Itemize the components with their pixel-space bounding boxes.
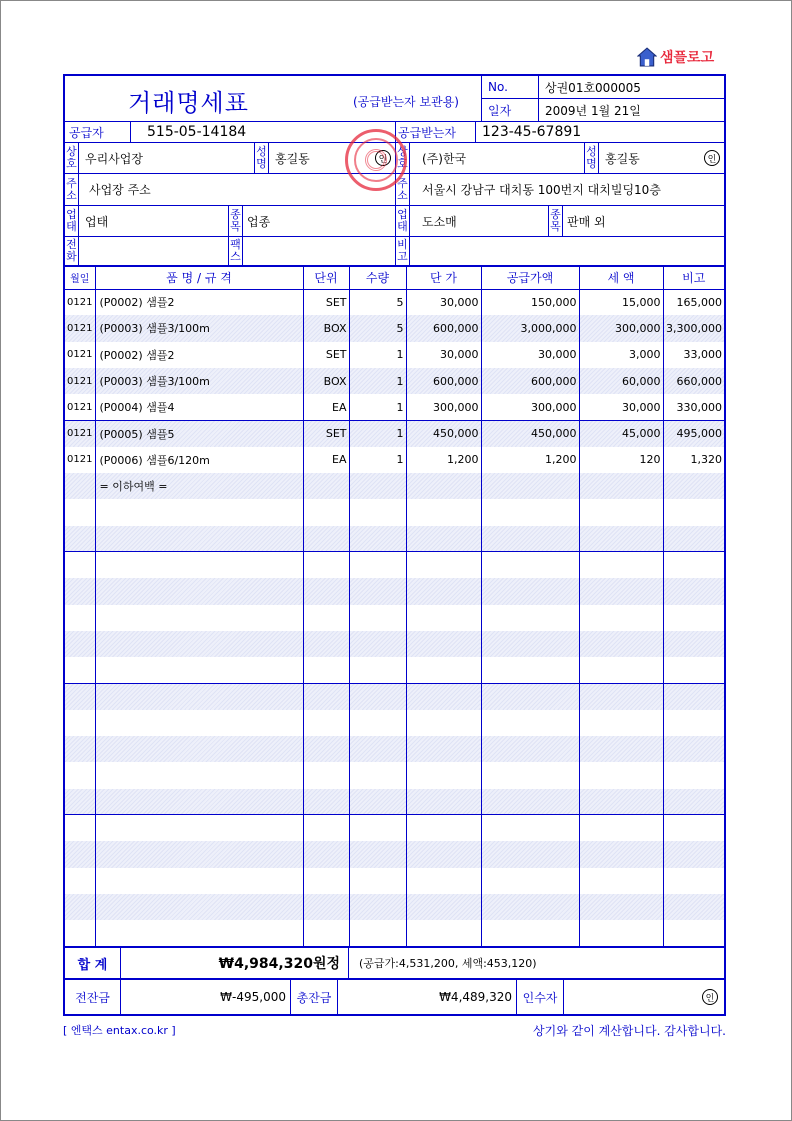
cell-tax xyxy=(579,868,663,894)
cell-price xyxy=(406,762,481,788)
cell-unit xyxy=(303,841,349,867)
cell-amount xyxy=(481,683,579,709)
cell-note: 165,000 xyxy=(676,295,722,309)
cell-qty xyxy=(349,631,406,657)
table-row xyxy=(65,447,724,473)
cell-tax xyxy=(579,762,663,788)
cell-tax xyxy=(579,710,663,736)
cell-date xyxy=(65,552,95,578)
cell-price xyxy=(406,499,481,525)
cell-amount xyxy=(481,736,579,762)
total-balance-label: 총잔금 xyxy=(291,980,338,1014)
cell-unit xyxy=(303,526,349,552)
cell-item xyxy=(95,552,303,578)
cell-tax: 60,000 xyxy=(579,368,663,394)
cell-tax xyxy=(579,578,663,604)
house-logo-icon xyxy=(637,47,657,67)
cell-date xyxy=(65,473,95,499)
cell-qty xyxy=(349,526,406,552)
cell-date xyxy=(65,605,95,631)
page-title: 거래명세표 xyxy=(128,89,249,117)
cell-item xyxy=(95,920,303,946)
cell-qty xyxy=(349,894,406,920)
blank-row xyxy=(65,499,724,525)
table-row xyxy=(65,342,724,368)
cell-amount xyxy=(481,605,579,631)
col-qty-header: 수량 xyxy=(349,267,406,289)
cell-unit xyxy=(303,710,349,736)
cell-qty xyxy=(349,657,406,683)
sum-detail: (공급가:4,531,200, 세액:453,120) xyxy=(359,957,537,971)
cell-item: (P0005) 샘플5 xyxy=(95,420,303,446)
blank-row xyxy=(65,920,724,946)
cell-unit xyxy=(303,499,349,525)
cell-tax xyxy=(579,552,663,578)
receiver-note xyxy=(410,237,724,265)
cell-amount xyxy=(481,526,579,552)
cell-note xyxy=(663,526,724,552)
cell-qty xyxy=(349,683,406,709)
prev-balance: ₩-495,000 xyxy=(121,980,291,1014)
cell-amount xyxy=(481,868,579,894)
supplier-phone xyxy=(79,237,229,265)
cell-item xyxy=(95,631,303,657)
supplier-fax xyxy=(243,237,396,265)
supplier-reg-no: 515-05-14184 xyxy=(131,122,396,142)
items-table xyxy=(65,267,724,946)
cell-qty: 1 xyxy=(349,368,406,394)
cell-date: 0121 xyxy=(65,289,95,315)
blank-row xyxy=(65,578,724,604)
receiver-address: 서울시 강남구 대치동 100번지 대치빌딩10층 xyxy=(422,183,661,197)
statement-sheet xyxy=(63,74,726,1016)
cell-unit xyxy=(303,552,349,578)
cell-tax: 15,000 xyxy=(579,289,663,315)
cell-price: 1,200 xyxy=(406,447,481,473)
cell-price: 300,000 xyxy=(406,394,481,420)
table-row xyxy=(65,368,724,394)
cell-date: 0121 xyxy=(65,315,95,341)
cell-note xyxy=(663,657,724,683)
cell-price xyxy=(406,631,481,657)
cell-item xyxy=(95,762,303,788)
cell-date xyxy=(65,920,95,946)
blank-row xyxy=(65,762,724,788)
cell-amount xyxy=(481,499,579,525)
cell-price xyxy=(406,526,481,552)
cell-tax: 3,000 xyxy=(579,342,663,368)
cell-tax: 300,000 xyxy=(579,315,663,341)
cell-date xyxy=(65,894,95,920)
cell-amount: 150,000 xyxy=(481,289,579,315)
cell-qty: 5 xyxy=(349,315,406,341)
cell-price xyxy=(406,789,481,815)
cell-unit xyxy=(303,920,349,946)
supplier-company: 우리사업장 xyxy=(79,143,255,173)
cell-note xyxy=(663,631,724,657)
cell-item xyxy=(95,789,303,815)
supplier-company-label: 상호 xyxy=(65,143,79,173)
cell-date xyxy=(65,789,95,815)
cell-qty xyxy=(349,789,406,815)
cell-item xyxy=(95,657,303,683)
cell-qty xyxy=(349,499,406,525)
table-row xyxy=(65,473,724,499)
doc-meta xyxy=(482,76,724,121)
cell-unit: SET xyxy=(303,289,349,315)
cell-unit: BOX xyxy=(303,368,349,394)
footer-thanks: 상기와 같이 계산합니다. 감사합니다. xyxy=(533,1024,726,1038)
cell-item xyxy=(95,841,303,867)
supplier-item-label: 종목 xyxy=(229,206,243,236)
cell-price xyxy=(406,841,481,867)
cell-note xyxy=(663,473,724,499)
cell-qty xyxy=(349,841,406,867)
receiver-address-label: 주소 xyxy=(396,174,410,205)
cell-unit xyxy=(303,762,349,788)
receiver-name: 홍길동 xyxy=(605,151,640,166)
cell-note xyxy=(663,868,724,894)
cell-note xyxy=(663,499,724,525)
supplier-label: 공급자 xyxy=(65,122,131,142)
cell-note: 330,000 xyxy=(676,400,722,414)
cell-note xyxy=(663,578,724,604)
doc-date: 2009년 1월 21일 xyxy=(545,103,641,118)
receiver-note-label: 비고 xyxy=(396,237,410,265)
cell-date xyxy=(65,526,95,552)
title-area xyxy=(65,76,482,121)
supplier-item: 업종 xyxy=(243,206,396,236)
supplier-seal-mark: 인 xyxy=(375,150,391,166)
brand-name: 샘플로고 xyxy=(660,50,715,66)
cell-price: 30,000 xyxy=(406,342,481,368)
cell-tax xyxy=(579,499,663,525)
cell-unit xyxy=(303,789,349,815)
receiver-label: 공급받는자 xyxy=(396,122,476,142)
cell-qty xyxy=(349,868,406,894)
receiver-name-label: 성명 xyxy=(585,143,599,173)
cell-tax xyxy=(579,631,663,657)
cell-item: = 이하여백 = xyxy=(95,473,303,499)
cell-note xyxy=(663,710,724,736)
cell-price xyxy=(406,657,481,683)
cell-item xyxy=(95,868,303,894)
cell-amount xyxy=(481,762,579,788)
cell-price xyxy=(406,920,481,946)
receiver-sign-mark: 인 xyxy=(702,989,718,1005)
cell-amount: 450,000 xyxy=(481,420,579,446)
cell-unit xyxy=(303,736,349,762)
cell-amount: 600,000 xyxy=(481,368,579,394)
cell-date: 0121 xyxy=(65,447,95,473)
cell-note xyxy=(663,683,724,709)
cell-amount xyxy=(481,894,579,920)
blank-row xyxy=(65,683,724,709)
sum-value: ₩4,984,320원정 xyxy=(121,948,349,978)
cell-tax xyxy=(579,894,663,920)
cell-unit: BOX xyxy=(303,315,349,341)
cell-date xyxy=(65,868,95,894)
cell-amount xyxy=(481,473,579,499)
cell-price xyxy=(406,473,481,499)
cell-qty xyxy=(349,815,406,841)
cell-amount xyxy=(481,657,579,683)
cell-note xyxy=(663,762,724,788)
cell-note xyxy=(663,894,724,920)
cell-amount xyxy=(481,789,579,815)
cell-tax xyxy=(579,815,663,841)
cell-note: 1,320 xyxy=(690,453,722,467)
cell-note xyxy=(663,815,724,841)
cell-amount xyxy=(481,815,579,841)
cell-price: 450,000 xyxy=(406,420,481,446)
cell-unit xyxy=(303,815,349,841)
cell-qty: 5 xyxy=(349,289,406,315)
cell-tax xyxy=(579,657,663,683)
cell-date xyxy=(65,736,95,762)
cell-date: 0121 xyxy=(65,394,95,420)
col-price-header: 단 가 xyxy=(406,267,481,289)
cell-unit xyxy=(303,578,349,604)
cell-amount xyxy=(481,552,579,578)
receiver-company: (주)한국 xyxy=(410,143,585,173)
cell-qty xyxy=(349,736,406,762)
cell-date: 0121 xyxy=(65,342,95,368)
cell-qty: 1 xyxy=(349,420,406,446)
table-row xyxy=(65,420,724,446)
cell-date xyxy=(65,499,95,525)
cell-unit xyxy=(303,683,349,709)
blank-row xyxy=(65,894,724,920)
page-subtitle: (공급받는자 보관용) xyxy=(353,95,459,109)
cell-qty: 1 xyxy=(349,342,406,368)
cell-price xyxy=(406,815,481,841)
blank-row xyxy=(65,789,724,815)
cell-amount: 30,000 xyxy=(481,342,579,368)
blank-row xyxy=(65,605,724,631)
cell-unit xyxy=(303,605,349,631)
cell-date xyxy=(65,683,95,709)
cell-tax xyxy=(579,920,663,946)
cell-date xyxy=(65,578,95,604)
cell-unit: EA xyxy=(303,394,349,420)
blank-row xyxy=(65,710,724,736)
supplier-type-label: 업태 xyxy=(65,206,79,236)
blank-row xyxy=(65,631,724,657)
cell-unit: SET xyxy=(303,420,349,446)
cell-tax: 45,000 xyxy=(579,420,663,446)
receiver-sign-label: 인수자 xyxy=(517,980,564,1014)
col-note-header: 비고 xyxy=(663,267,724,289)
supplier-name: 홍길동 xyxy=(275,151,310,166)
cell-date xyxy=(65,815,95,841)
cell-price xyxy=(406,605,481,631)
no-label: No. xyxy=(482,76,539,98)
cell-unit: EA xyxy=(303,447,349,473)
cell-date xyxy=(65,710,95,736)
cell-price: 600,000 xyxy=(406,315,481,341)
cell-note: 3,300,000 xyxy=(663,315,724,341)
cell-price xyxy=(406,552,481,578)
prev-balance-label: 전잔금 xyxy=(65,980,121,1014)
blank-row xyxy=(65,552,724,578)
blank-row xyxy=(65,736,724,762)
blank-row xyxy=(65,657,724,683)
cell-price xyxy=(406,894,481,920)
cell-unit xyxy=(303,473,349,499)
blank-row xyxy=(65,526,724,552)
blank-row xyxy=(65,815,724,841)
col-tax-header: 세 액 xyxy=(579,267,663,289)
cell-item: (P0003) 샘플3/100m xyxy=(95,368,303,394)
cell-amount: 300,000 xyxy=(481,394,579,420)
footer-site: [ 엔택스 entax.co.kr ] xyxy=(63,1024,176,1037)
cell-note xyxy=(663,736,724,762)
supplier-fax-label: 팩스 xyxy=(229,237,243,265)
cell-item xyxy=(95,894,303,920)
company-seal-stamp xyxy=(345,129,407,191)
cell-qty xyxy=(349,710,406,736)
cell-note: 660,000 xyxy=(663,368,724,394)
cell-date xyxy=(65,841,95,867)
cell-item xyxy=(95,710,303,736)
cell-date xyxy=(65,657,95,683)
cell-item xyxy=(95,815,303,841)
date-label: 일자 xyxy=(482,99,539,121)
cell-note: 495,000 xyxy=(663,420,724,446)
supplier-address-label: 주소 xyxy=(65,174,79,205)
table-row xyxy=(65,289,724,315)
cell-amount xyxy=(481,920,579,946)
cell-amount xyxy=(481,841,579,867)
cell-qty xyxy=(349,920,406,946)
cell-qty: 1 xyxy=(349,394,406,420)
total-balance: ₩4,489,320 xyxy=(338,980,517,1014)
cell-item xyxy=(95,578,303,604)
cell-tax: 30,000 xyxy=(579,394,663,420)
cell-amount: 3,000,000 xyxy=(481,315,579,341)
col-amount-header: 공급가액 xyxy=(481,267,579,289)
supplier-type: 업태 xyxy=(79,206,229,236)
receiver-type: 도소매 xyxy=(410,206,549,236)
cell-date xyxy=(65,762,95,788)
cell-item: (P0004) 샘플4 xyxy=(95,394,303,420)
cell-note xyxy=(663,605,724,631)
cell-item: (P0002) 샘플2 xyxy=(95,342,303,368)
cell-unit xyxy=(303,894,349,920)
cell-price: 30,000 xyxy=(406,289,481,315)
doc-number: 상권01호000005 xyxy=(545,80,641,95)
col-date-header: 월일 xyxy=(65,267,95,289)
table-header-row xyxy=(65,267,724,289)
table-row xyxy=(65,315,724,341)
cell-item xyxy=(95,499,303,525)
cell-item xyxy=(95,605,303,631)
table-row xyxy=(65,394,724,420)
cell-tax xyxy=(579,841,663,867)
cell-item: (P0003) 샘플3/100m xyxy=(95,315,303,341)
receiver-company-label: 상호 xyxy=(396,143,410,173)
cell-price xyxy=(406,710,481,736)
receiver-seal-mark: 인 xyxy=(704,150,720,166)
cell-tax xyxy=(579,526,663,552)
cell-qty xyxy=(349,605,406,631)
cell-item: (P0006) 샘플6/120m xyxy=(95,447,303,473)
cell-unit xyxy=(303,657,349,683)
cell-item xyxy=(95,736,303,762)
cell-tax xyxy=(579,683,663,709)
cell-amount xyxy=(481,578,579,604)
cell-amount xyxy=(481,710,579,736)
cell-note: 33,000 xyxy=(683,348,722,362)
cell-note xyxy=(663,920,724,946)
cell-unit xyxy=(303,631,349,657)
blank-row xyxy=(65,868,724,894)
cell-qty xyxy=(349,473,406,499)
receiver-name-cell xyxy=(599,143,724,173)
receiver-reg-no: 123-45-67891 xyxy=(482,124,582,140)
supplier-address: 사업장 주소 xyxy=(79,174,396,205)
receiver-item-label: 종목 xyxy=(549,206,563,236)
receiver-item: 판매 외 xyxy=(567,214,606,229)
cell-price xyxy=(406,736,481,762)
cell-date: 0121 xyxy=(65,420,95,446)
cell-price xyxy=(406,683,481,709)
cell-amount: 1,200 xyxy=(481,447,579,473)
col-unit-header: 단위 xyxy=(303,267,349,289)
cell-date: 0121 xyxy=(65,368,95,394)
cell-amount xyxy=(481,631,579,657)
cell-item xyxy=(95,526,303,552)
cell-qty xyxy=(349,762,406,788)
cell-note xyxy=(663,552,724,578)
cell-price: 600,000 xyxy=(406,368,481,394)
cell-tax xyxy=(579,736,663,762)
cell-qty xyxy=(349,578,406,604)
receiver-type-label: 업태 xyxy=(396,206,410,236)
cell-date xyxy=(65,631,95,657)
cell-note xyxy=(663,789,724,815)
cell-tax xyxy=(579,605,663,631)
supplier-phone-label: 전화 xyxy=(65,237,79,265)
cell-tax xyxy=(579,789,663,815)
col-item-header: 품 명 / 규 격 xyxy=(95,267,303,289)
cell-unit: SET xyxy=(303,342,349,368)
cell-price xyxy=(406,578,481,604)
cell-item: (P0002) 샘플2 xyxy=(95,289,303,315)
cell-tax: 120 xyxy=(579,447,663,473)
receiver-sign-cell xyxy=(564,980,724,1014)
supplier-name-label: 성명 xyxy=(255,143,269,173)
cell-qty xyxy=(349,552,406,578)
cell-price xyxy=(406,868,481,894)
cell-unit xyxy=(303,868,349,894)
cell-tax xyxy=(579,473,663,499)
cell-qty: 1 xyxy=(349,447,406,473)
sum-label: 합 계 xyxy=(65,948,121,978)
blank-row xyxy=(65,841,724,867)
cell-note xyxy=(663,841,724,867)
cell-item xyxy=(95,683,303,709)
